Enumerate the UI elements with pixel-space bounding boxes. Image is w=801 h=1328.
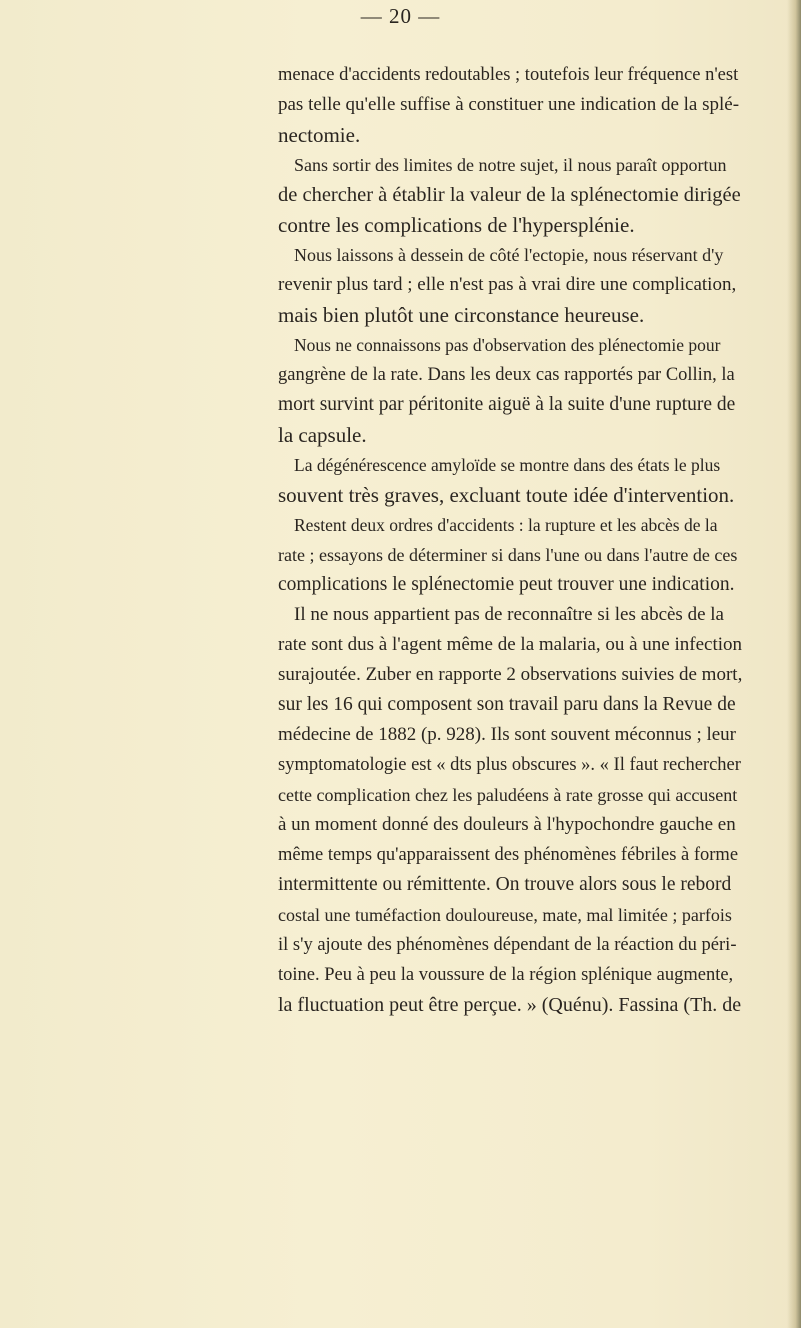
- text-line: même temps qu'apparaissent des phénomènes fébriles à forme: [278, 845, 739, 865]
- text-line: La dégénérescence amyloïde se montre dans des états le plus: [294, 455, 721, 475]
- page-edge-shadow: [787, 0, 801, 1328]
- text-line: contre les complications de l'hypersplénie.: [278, 213, 635, 237]
- text-line: intermittente ou rémittente. On trouve alors sous le rebord: [278, 874, 732, 895]
- text-line: pas telle qu'elle suffise à constituer une indication de la splé-: [278, 94, 740, 115]
- text-line: rate sont dus à l'agent même de la malaria, ou à une infection: [278, 634, 742, 655]
- text-line: cette complication chez les paludéens à rate grosse qui accusent: [278, 785, 738, 805]
- text-line: toine. Peu à peu la voussure de la région splénique augmente,: [278, 965, 734, 985]
- text-line: mort survint par péritonite aiguë à la suite d'une rupture de: [278, 394, 736, 415]
- text-line: de chercher à établir la valeur de la splénectomie dirigée: [278, 184, 741, 206]
- text-line: sur les 16 qui composent son travail paru dans la Revue de: [278, 694, 736, 715]
- text-line: Il ne nous appartient pas de reconnaître si les abcès de la: [294, 604, 724, 625]
- text-line: souvent très graves, excluant toute idée d'intervention.: [278, 483, 735, 507]
- text-line: médecine de 1882 (p. 928). Ils sont souvent méconnus ; leur: [278, 724, 737, 745]
- text-line: il s'y ajoute des phénomènes dépendant de la réaction du péri-: [278, 935, 737, 955]
- text-line: Nous laissons à dessein de côté l'ectopie, nous réservant d'y: [294, 245, 724, 265]
- text-line: revenir plus tard ; elle n'est pas à vrai dire une complication,: [278, 274, 737, 295]
- text-line: costal une tuméfaction douloureuse, mate, mal limitée ; parfois: [278, 905, 732, 925]
- text-line: menace d'accidents redoutables ; toutefois leur fréquence n'est: [278, 65, 739, 85]
- text-line: gangrène de la rate. Dans les deux cas rapportés par Collin, la: [278, 365, 735, 385]
- text-line: Sans sortir des limites de notre sujet, il nous paraît opportun: [294, 155, 727, 175]
- text-line: complications le splénectomie peut trouver une indication.: [278, 574, 735, 595]
- text-line: surajoutée. Zuber en rapporte 2 observations suivies de mort,: [278, 664, 743, 685]
- text-line: rate ; essayons de déterminer si dans l'une ou dans l'autre de ces: [278, 545, 738, 565]
- text-line: Restent deux ordres d'accidents : la rupture et les abcès de la: [294, 515, 718, 535]
- text-line: nectomie.: [278, 123, 361, 147]
- text-line: la fluctuation peut être perçue. » (Quénu). Fassina (Th. de: [278, 994, 742, 1016]
- text-line: symptomatologie est « dts plus obscures ». « Il faut rechercher: [278, 755, 741, 775]
- page-number: — 20 —: [360, 4, 441, 28]
- text-line: mais bien plutôt une circonstance heureuse.: [278, 303, 645, 327]
- text-line: Nous ne connaissons pas d'observation des plénectomie pour: [294, 335, 721, 355]
- text-line: la capsule.: [278, 423, 367, 447]
- text-line: à un moment donné des douleurs à l'hypochondre gauche en: [278, 814, 736, 835]
